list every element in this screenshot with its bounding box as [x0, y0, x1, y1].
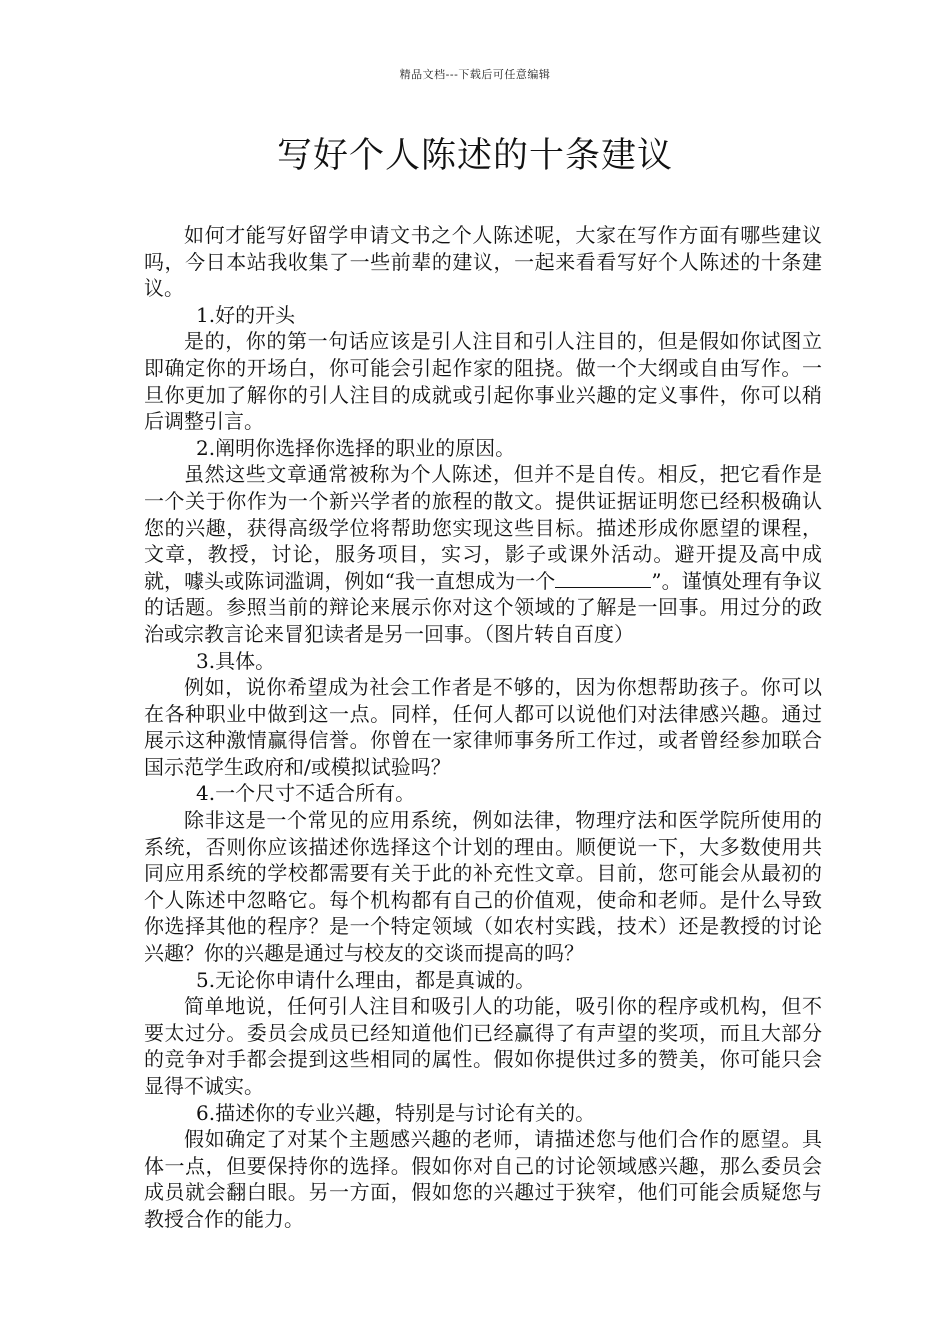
document-title: 写好个人陈述的十条建议: [276, 136, 673, 176]
section-paragraph-2-part-a: 虽然这些文章通常被称为个人陈述，但并不是自传。相反，把它看作是一个关于你作为一个新兴学者的旅程的散文。提供证据证明您已经积极确认您的兴趣，获得高级学位将帮助您实现这些目标。描述形成你愿望的课程，文章，教授，讨论，服务项目，实习，影子或课外活动。避开提及高中成就，噱头或陈词滥调，例如“我一直想成为一个: [144, 462, 822, 593]
section-paragraph-4: 除非这是一个常见的应用系统，例如法律，物理疗法和医学院所使用的系统，否则你应该描述你选择这个计划的理由。顺便说一下，大多数使用共同应用系统的学校都需要有关于此的补充性文章。目前，您可能会从最初的个人陈述中忽略它。每个机构都有自己的价值观，使命和老师。是什么导致你选择其他的程序？是一个特定领域（如农村实践，技术）还是教授的讨论兴趣？你的兴趣是通过与校友的交谈而提高的吗？: [144, 808, 822, 966]
section-heading-6: 6.描述你的专业兴趣，特别是与讨论有关的。: [196, 1100, 596, 1125]
section-heading-2: 2.阐明你选择你选择的职业的原因。: [196, 435, 516, 460]
section-paragraph-2: [144, 461, 822, 647]
intro-paragraph: 如何才能写好留学申请文书之个人陈述呢，大家在写作方面有哪些建议吗，今日本站我收集了一些前辈的建议，一起来看看写好个人陈述的十条建议。: [144, 223, 822, 301]
section-paragraph-6: 假如确定了对某个主题感兴趣的老师，请描述您与他们合作的愿望。具体一点，但要保持你的选择。假如你对自己的讨论领域感兴趣，那么委员会成员就会翻白眼。另一方面，假如您的兴趣过于狭窄，他们可能会质疑您与教授合作的能力。: [144, 1127, 822, 1231]
section-paragraph-3: 例如，说你希望成为社会工作者是不够的，因为你想帮助孩子。你可以在各种职业中做到这一点。同样，任何人都可以说他们对法律感兴趣。通过展示这种激情赢得信誉。你曾在一家律师事务所工作过，或者曾经参加联合国示范学生政府和/或模拟试验吗？: [144, 675, 822, 779]
section-paragraph-5: 简单地说，任何引人注目和吸引人的功能，吸引你的程序或机构，但不要太过分。委员会成员已经知道他们已经赢得了有声望的奖项，而且大部分的竞争对手都会提到这些相同的属性。假如你提供过多的赞美，你可能只会显得不诚实。: [144, 994, 822, 1098]
document-body: [144, 222, 822, 1233]
section-paragraph-1: 是的，你的第一句话应该是引人注目和引人注目的，但是假如你试图立即确定你的开场白，你可能会引起作家的阻挠。做一个大纲或自由写作。一旦你更加了解你的引人注目的成就或引起你事业兴趣的定义事件，你可以稍后调整引言。: [144, 329, 822, 434]
page-header: 精品文档---下载后可任意编辑: [399, 68, 551, 81]
section-paragraph-2-part-b: ”。谨慎处理有争议的话题。参照当前的辩论来展示你对这个领域的了解是一回事。用过分的政治或宗教言论来冒犯读者是另一回事。（图片转自百度）: [144, 568, 822, 646]
fill-in-blank: [555, 569, 651, 588]
section-heading-5: 5.无论你申请什么理由，都是真诚的。: [196, 967, 536, 992]
section-heading-4: 4.一个尺寸不适合所有。: [196, 781, 416, 806]
section-heading-1: 1.好的开头: [196, 302, 296, 327]
section-heading-3: 3.具体。: [196, 648, 276, 673]
